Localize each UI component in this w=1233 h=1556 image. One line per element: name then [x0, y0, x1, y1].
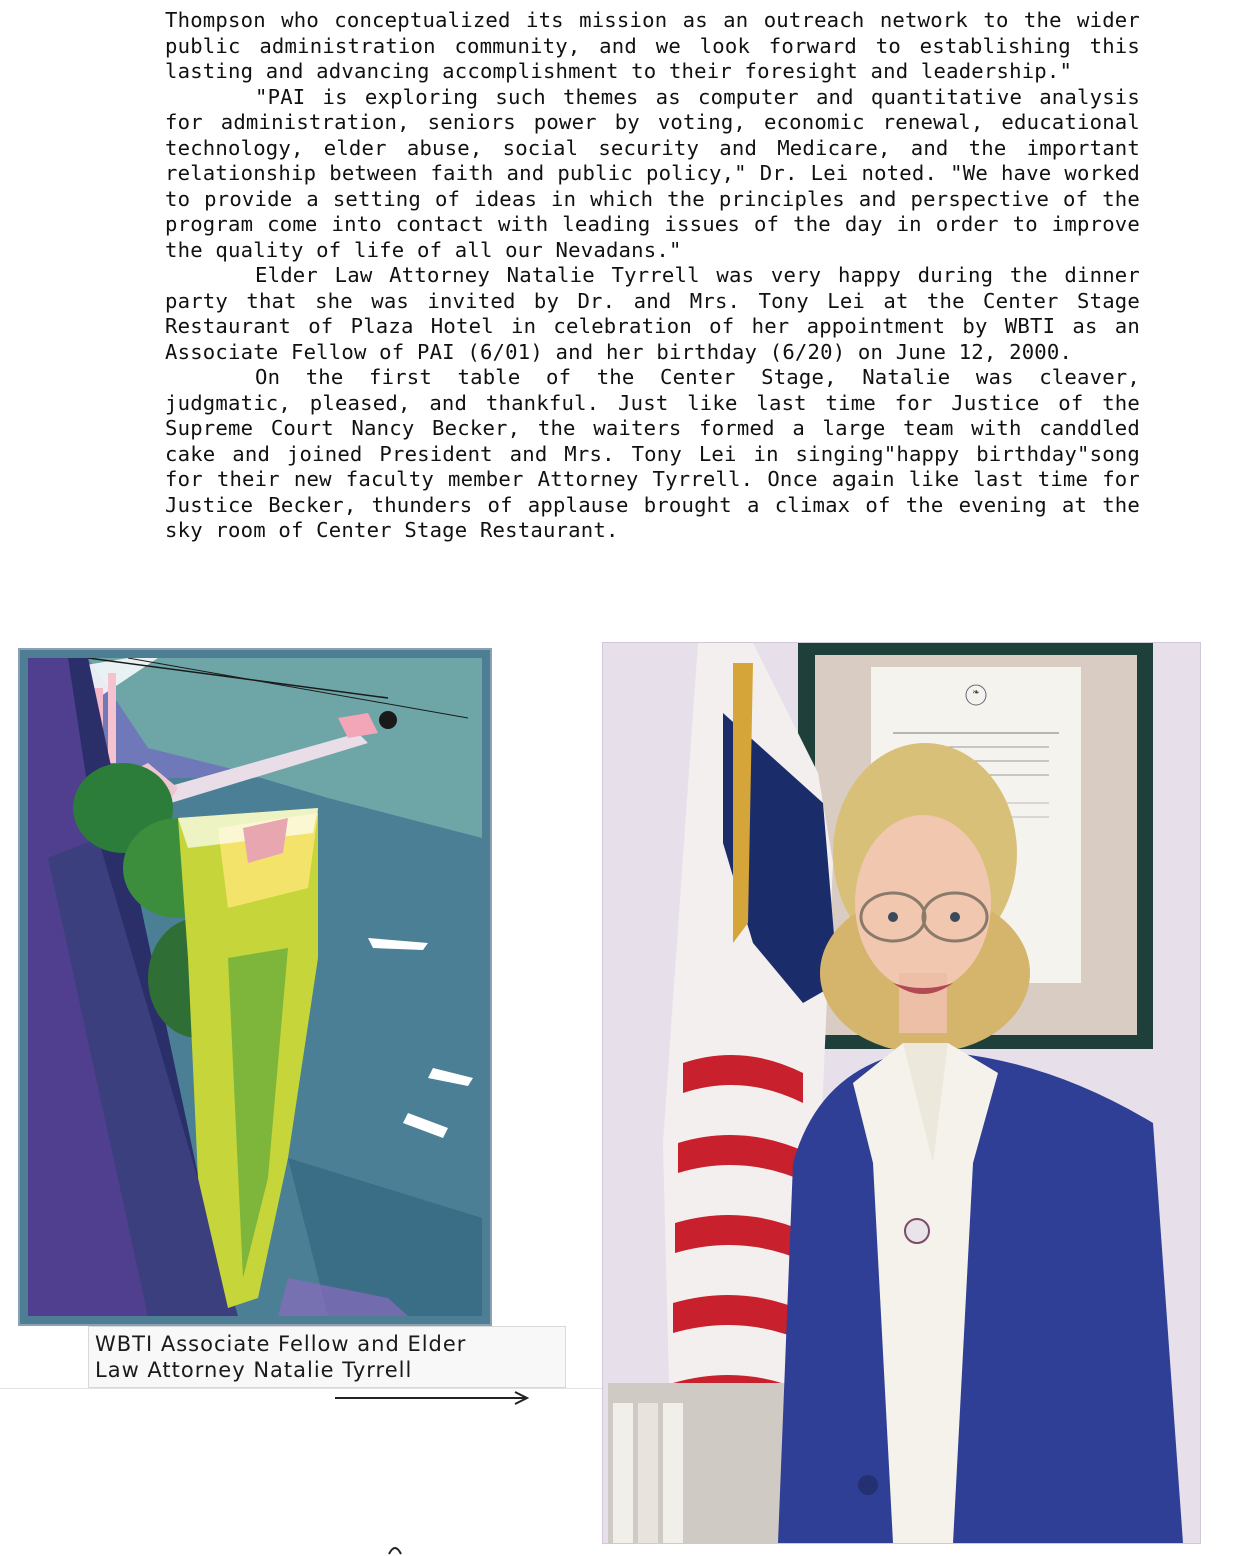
photo-caption	[88, 1326, 566, 1388]
paragraph-3: Elder Law Attorney Natalie Tyrrell was very happy during the dinner party that she was invited by Dr. and Mrs. Tony Lei at the Center Stage Restaurant of Plaza Hotel in celebration of her appointment by WBTI as an Associate Fellow of PAI (6/01) and her birthday (6/20) on June 12, 2000.	[165, 263, 1140, 364]
painting-image	[18, 648, 492, 1326]
article-text	[165, 8, 1140, 544]
paragraph-2: "PAI is exploring such themes as computer and quantitative analysis for administration, seniors power by voting, economic renewal, educational technology, elder abuse, social security and Medicare, and the important relationship between faith and public policy," Dr. Lei noted. "We have worked to provide a setting of ideas in which the principles and perspective of the program come into contact with leading issues of the day in order to improve the quality of life of all our Nevadans."	[165, 84, 1140, 262]
paragraph-4: On the first table of the Center Stage, Natalie was cleaver, judgmatic, pleased, and thankful. Just like last time for Justice of the Supreme Court Nancy Becker, the waiters formed a large team with canddled cake and joined President and Mrs. Tony Lei in singing"happy birthday"song for their new faculty member Attorney Tyrrell. Once again like last time for Justice Becker, thunders of applause brought a climax of the evening at the sky room of Center Stage Restaurant.	[165, 365, 1140, 542]
portrait-illustration	[603, 643, 1200, 1543]
caption-line-1: WBTI Associate Fellow and Elder	[95, 1332, 467, 1356]
paragraph-1: Thompson who conceptualized its mission as an outreach network to the wider public administration community, and we look forward to establishing this lasting and advancing accomplishment to their foresight and leadership."	[165, 8, 1140, 83]
page-number-mark	[385, 1540, 405, 1556]
painting-illustration	[28, 658, 482, 1316]
portrait-photo	[603, 643, 1200, 1543]
svg-text:❧: ❧	[972, 688, 980, 698]
arrow-right-icon	[333, 1388, 533, 1408]
caption-line-2: Law Attorney Natalie Tyrrell	[95, 1358, 413, 1382]
